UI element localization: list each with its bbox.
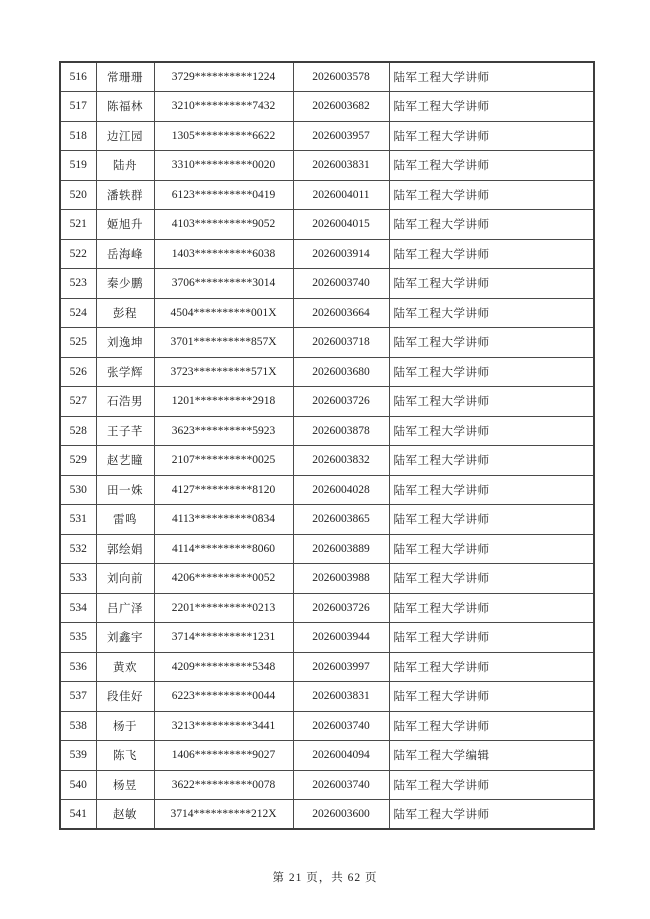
table-row [60, 357, 594, 387]
cell-registration-number: 2026003957 [293, 121, 389, 151]
cell-registration-number: 2026003865 [293, 505, 389, 535]
cell-position: 陆军工程大学讲师 [389, 534, 594, 564]
table-row [60, 416, 594, 446]
cell-registration-number: 2026003718 [293, 328, 389, 358]
cell-serial: 522 [60, 239, 96, 269]
cell-registration-number: 2026003680 [293, 357, 389, 387]
cell-registration-number: 2026004028 [293, 475, 389, 505]
cell-position: 陆军工程大学讲师 [389, 121, 594, 151]
cell-id-number: 4114**********8060 [154, 534, 293, 564]
cell-position: 陆军工程大学讲师 [389, 505, 594, 535]
cell-id-number: 3210**********7432 [154, 92, 293, 122]
cell-id-number: 2107**********0025 [154, 446, 293, 476]
cell-serial: 540 [60, 770, 96, 800]
cell-name: 张学辉 [96, 357, 154, 387]
cell-serial: 531 [60, 505, 96, 535]
table-row [60, 298, 594, 328]
cell-name: 田一姝 [96, 475, 154, 505]
cell-serial: 536 [60, 652, 96, 682]
cell-serial: 530 [60, 475, 96, 505]
cell-id-number: 1406**********9027 [154, 741, 293, 771]
cell-serial: 534 [60, 593, 96, 623]
table-row [60, 121, 594, 151]
cell-name: 杨昱 [96, 770, 154, 800]
cell-name: 杨于 [96, 711, 154, 741]
cell-serial: 527 [60, 387, 96, 417]
cell-registration-number: 2026003831 [293, 682, 389, 712]
cell-position: 陆军工程大学讲师 [389, 652, 594, 682]
cell-registration-number: 2026003726 [293, 593, 389, 623]
table-row [60, 62, 594, 92]
cell-name: 刘鑫宇 [96, 623, 154, 653]
cell-name: 黄欢 [96, 652, 154, 682]
cell-id-number: 3623**********5923 [154, 416, 293, 446]
cell-name: 刘逸坤 [96, 328, 154, 358]
table-row [60, 682, 594, 712]
cell-id-number: 3213**********3441 [154, 711, 293, 741]
cell-id-number: 4103**********9052 [154, 210, 293, 240]
table-row [60, 800, 594, 830]
table-row [60, 741, 594, 771]
roster-table-body [60, 62, 594, 829]
table-row [60, 770, 594, 800]
table-row [60, 623, 594, 653]
cell-serial: 516 [60, 62, 96, 92]
cell-position: 陆军工程大学讲师 [389, 92, 594, 122]
cell-serial: 538 [60, 711, 96, 741]
cell-id-number: 3622**********0078 [154, 770, 293, 800]
table-row [60, 652, 594, 682]
cell-name: 王子芊 [96, 416, 154, 446]
cell-name: 岳海峰 [96, 239, 154, 269]
cell-id-number: 6223**********0044 [154, 682, 293, 712]
cell-id-number: 3723**********571X [154, 357, 293, 387]
cell-position: 陆军工程大学讲师 [389, 210, 594, 240]
cell-id-number: 3729**********1224 [154, 62, 293, 92]
cell-id-number: 4113**********0834 [154, 505, 293, 535]
cell-serial: 539 [60, 741, 96, 771]
cell-name: 吕广泽 [96, 593, 154, 623]
cell-id-number: 6123**********0419 [154, 180, 293, 210]
table-row [60, 180, 594, 210]
cell-name: 秦少鹏 [96, 269, 154, 299]
cell-registration-number: 2026003889 [293, 534, 389, 564]
cell-position: 陆军工程大学讲师 [389, 770, 594, 800]
roster-table [59, 61, 595, 830]
cell-name: 边江园 [96, 121, 154, 151]
cell-registration-number: 2026004094 [293, 741, 389, 771]
cell-position: 陆军工程大学编辑 [389, 741, 594, 771]
table-row [60, 151, 594, 181]
cell-serial: 533 [60, 564, 96, 594]
cell-name: 潘轶群 [96, 180, 154, 210]
cell-name: 常珊珊 [96, 62, 154, 92]
page-footer: 第 21 页，共 62 页 [272, 872, 378, 884]
cell-registration-number: 2026003726 [293, 387, 389, 417]
cell-name: 陆舟 [96, 151, 154, 181]
cell-position: 陆军工程大学讲师 [389, 475, 594, 505]
cell-registration-number: 2026003740 [293, 711, 389, 741]
cell-position: 陆军工程大学讲师 [389, 593, 594, 623]
cell-id-number: 1305**********6622 [154, 121, 293, 151]
table-row [60, 269, 594, 299]
cell-name: 姬旭升 [96, 210, 154, 240]
cell-registration-number: 2026003600 [293, 800, 389, 830]
cell-position: 陆军工程大学讲师 [389, 564, 594, 594]
cell-name: 段佳好 [96, 682, 154, 712]
cell-serial: 519 [60, 151, 96, 181]
cell-name: 雷鸣 [96, 505, 154, 535]
cell-position: 陆军工程大学讲师 [389, 800, 594, 830]
table-row [60, 210, 594, 240]
cell-registration-number: 2026003664 [293, 298, 389, 328]
cell-serial: 525 [60, 328, 96, 358]
table-row [60, 534, 594, 564]
cell-serial: 535 [60, 623, 96, 653]
cell-registration-number: 2026003944 [293, 623, 389, 653]
cell-serial: 521 [60, 210, 96, 240]
cell-id-number: 3701**********857X [154, 328, 293, 358]
table-row [60, 505, 594, 535]
cell-serial: 526 [60, 357, 96, 387]
table-row [60, 593, 594, 623]
table-row [60, 446, 594, 476]
cell-registration-number: 2026003740 [293, 269, 389, 299]
cell-registration-number: 2026003988 [293, 564, 389, 594]
cell-id-number: 4504**********001X [154, 298, 293, 328]
cell-registration-number: 2026003914 [293, 239, 389, 269]
cell-serial: 541 [60, 800, 96, 830]
cell-registration-number: 2026004011 [293, 180, 389, 210]
cell-position: 陆军工程大学讲师 [389, 239, 594, 269]
cell-registration-number: 2026004015 [293, 210, 389, 240]
cell-name: 刘向前 [96, 564, 154, 594]
cell-name: 彭程 [96, 298, 154, 328]
cell-registration-number: 2026003831 [293, 151, 389, 181]
cell-name: 赵艺瞳 [96, 446, 154, 476]
table-row [60, 711, 594, 741]
cell-id-number: 3714**********1231 [154, 623, 293, 653]
cell-position: 陆军工程大学讲师 [389, 62, 594, 92]
cell-registration-number: 2026003682 [293, 92, 389, 122]
cell-position: 陆军工程大学讲师 [389, 328, 594, 358]
cell-serial: 523 [60, 269, 96, 299]
cell-position: 陆军工程大学讲师 [389, 180, 594, 210]
cell-position: 陆军工程大学讲师 [389, 623, 594, 653]
cell-serial: 537 [60, 682, 96, 712]
table-row [60, 387, 594, 417]
cell-serial: 529 [60, 446, 96, 476]
table-row [60, 92, 594, 122]
cell-id-number: 3310**********0020 [154, 151, 293, 181]
cell-registration-number: 2026003832 [293, 446, 389, 476]
cell-position: 陆军工程大学讲师 [389, 387, 594, 417]
cell-registration-number: 2026003997 [293, 652, 389, 682]
cell-serial: 524 [60, 298, 96, 328]
cell-id-number: 3706**********3014 [154, 269, 293, 299]
cell-serial: 517 [60, 92, 96, 122]
cell-position: 陆军工程大学讲师 [389, 711, 594, 741]
table-row [60, 475, 594, 505]
cell-name: 陈福林 [96, 92, 154, 122]
cell-position: 陆军工程大学讲师 [389, 357, 594, 387]
table-row [60, 239, 594, 269]
table-row [60, 328, 594, 358]
table-row [60, 564, 594, 594]
cell-position: 陆军工程大学讲师 [389, 151, 594, 181]
cell-id-number: 3714**********212X [154, 800, 293, 830]
cell-registration-number: 2026003578 [293, 62, 389, 92]
cell-id-number: 1403**********6038 [154, 239, 293, 269]
cell-registration-number: 2026003740 [293, 770, 389, 800]
cell-name: 陈飞 [96, 741, 154, 771]
cell-id-number: 2201**********0213 [154, 593, 293, 623]
cell-name: 赵敏 [96, 800, 154, 830]
cell-serial: 528 [60, 416, 96, 446]
cell-position: 陆军工程大学讲师 [389, 298, 594, 328]
cell-id-number: 1201**********2918 [154, 387, 293, 417]
cell-serial: 532 [60, 534, 96, 564]
cell-id-number: 4206**********0052 [154, 564, 293, 594]
cell-serial: 518 [60, 121, 96, 151]
cell-id-number: 4127**********8120 [154, 475, 293, 505]
cell-name: 郭绘娟 [96, 534, 154, 564]
cell-name: 石浩男 [96, 387, 154, 417]
cell-position: 陆军工程大学讲师 [389, 682, 594, 712]
cell-position: 陆军工程大学讲师 [389, 446, 594, 476]
cell-serial: 520 [60, 180, 96, 210]
cell-registration-number: 2026003878 [293, 416, 389, 446]
cell-position: 陆军工程大学讲师 [389, 269, 594, 299]
cell-position: 陆军工程大学讲师 [389, 416, 594, 446]
cell-id-number: 4209**********5348 [154, 652, 293, 682]
